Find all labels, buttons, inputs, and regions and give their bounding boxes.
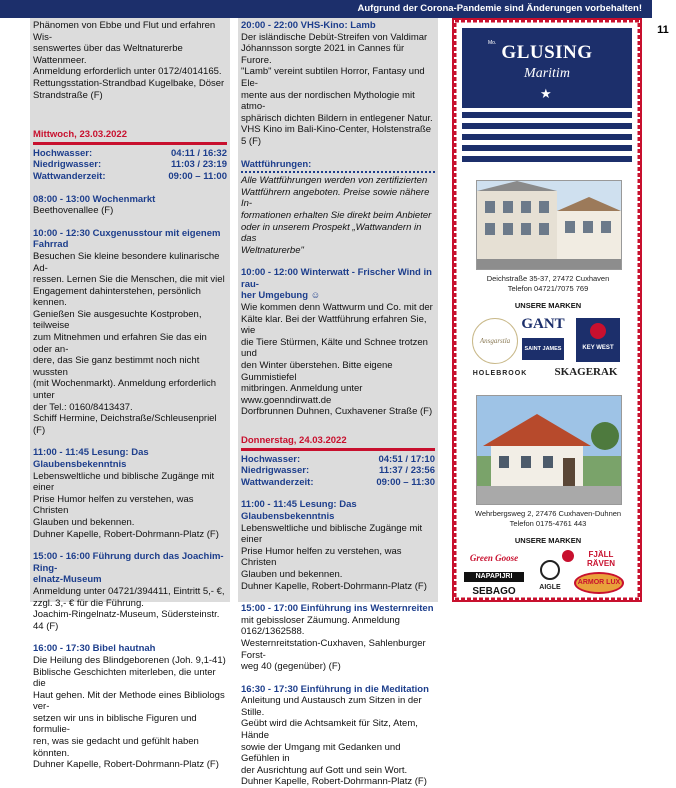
event-text: Wie kommen denn Wattwurm und Co. mit der (241, 302, 433, 314)
event-text: Anmeldung unter 04721/394411, Eintritt 5,- €, (33, 585, 225, 597)
tide-row (33, 148, 227, 160)
event-title: 16:30 - 17:30 Einführung in die Meditation (241, 683, 429, 695)
event-text: dere, das Sie ganz bestimmt noch nicht wussten (33, 355, 200, 378)
event-text: ren, was sie gedacht und gefühlt haben könnten. (33, 736, 199, 759)
spacer (241, 488, 435, 499)
event-title: 10:00 - 12:00 Winterwatt - Frischer Wind in rau- (241, 267, 432, 290)
event-title: 20:00 - 22:00 VHS-Kino: Lamb (241, 20, 376, 31)
event-text: Lebensweltliche und biblische Zugänge mit einer (33, 470, 215, 494)
spacer (33, 436, 227, 447)
event-text: mente aus der nordischen Mythologie mit atmo- (241, 89, 415, 113)
event-block (33, 643, 227, 771)
event-title: 08:00 - 13:00 Wochenmarkt (33, 193, 156, 205)
store2-street: Wehrbergsweg 2, 27476 Cuxhaven-Duhnen (474, 509, 622, 518)
tide-label: Wattwanderzeit: (33, 170, 106, 182)
store-photo-wehrbergsweg (476, 395, 622, 505)
brand-holebrook-logo: HOLEBROOK (472, 370, 528, 377)
intro-text: Strandstraße (F) (33, 89, 103, 101)
navy-stripes (462, 112, 632, 167)
tide-value: 09:00 – 11:30 (376, 476, 435, 488)
event-text: mit gebissloser Zäumung. Anmeldung (241, 614, 400, 626)
event-title: 16:00 - 17:30 Bibel hautnah (33, 643, 156, 655)
event-block (241, 603, 435, 673)
day-header (33, 129, 227, 182)
spacer (241, 256, 435, 267)
logo-small-text: Mo. (488, 40, 497, 46)
event-text: Engagement dahinterstehen, persönlich kennen. (33, 285, 201, 309)
event-text: Westernreitstation-Cuxhaven, Sahlenburger Forst- (241, 637, 426, 661)
event-text: Geübt wird die Achtsamkeit für Sitz, Atem, Hände (241, 718, 418, 742)
event-text: die Tiere Stürmen, Kälte und Schnee trotzen und (241, 336, 428, 360)
event-text: Kälte klar. Bei der Wattführung erfahren Sie, wie (241, 313, 427, 337)
tide-label: Hochwasser: (33, 147, 93, 159)
event-block (241, 20, 435, 148)
tide-label: Hochwasser: (241, 453, 301, 465)
event-text: Haut gehen. Mit der Methode eines Bibliologs ver- (33, 689, 225, 713)
aigle-emblem-icon (540, 560, 560, 580)
event-title: 15:00 - 17:00 Einführung ins Westernreiten (241, 603, 434, 615)
advertisement (452, 18, 642, 602)
events-column-left (30, 18, 230, 771)
spacer (33, 217, 227, 228)
event-block (241, 267, 435, 418)
store1-phone: Telefon 04721/7075 769 (507, 284, 589, 293)
tide-row (241, 477, 435, 489)
brand-gant-logo: GANT (521, 316, 565, 332)
dotted-divider (241, 171, 435, 173)
event-text: (mit Wochenmarkt). Anmeldung erforderlich unter (33, 378, 217, 402)
event-text: Beethovenallee (F) (33, 205, 114, 217)
spacer (241, 592, 435, 603)
event-text: Prise Humor helfen zu verstehen, was Christen (33, 493, 194, 517)
event-text: ressen. Lernen Sie die Menschen, die mit viel (33, 274, 225, 286)
brand-key-west-logo: KEY WEST (582, 345, 614, 351)
star-icon: ★ (540, 86, 552, 101)
store2-phone: Telefon 0175-4761 443 (509, 519, 587, 528)
day-label: Donnerstag, 24.03.2022 (241, 435, 347, 446)
event-text: Anleitung und Austausch zum Sitzen in der Stille. (241, 695, 422, 718)
spacer (241, 673, 435, 684)
store1-address (462, 274, 634, 294)
event-title: 11:00 - 11:45 Lesung: Das Glaubensbekenntnis (241, 499, 357, 522)
event-text: Glauben und bekennen. (241, 568, 343, 580)
brand-green-goose-logo: Green Goose (469, 553, 519, 563)
brand-name: GLUSING (501, 42, 593, 63)
intro-text: Anmeldung erforderlich unter 0172/4014165. (33, 66, 222, 78)
event-text: sphärisch dichten Bildern in entlegener Natur. (241, 112, 433, 124)
brand-key-west-badge (576, 318, 620, 362)
tide-value: 11:37 / 23:56 (379, 465, 435, 477)
event-text: 0162/1362588. (241, 626, 305, 638)
event-text: Prise Humor helfen zu verstehen, was Christen (241, 545, 402, 569)
watt-text: Alle Wattführungen werden von zertifizierten (241, 175, 428, 187)
brand-ansgar-logo: Ansgarstla (472, 318, 518, 364)
tide-row (241, 465, 435, 477)
brand-sub: Maritim (524, 66, 570, 81)
spacer (33, 183, 227, 194)
event-text: VHS Kino im Bali-Kino-Center, Holstenstraße 5 (F) (241, 124, 432, 147)
event-text: Duhner Kapelle, Robert-Dohrmann-Platz (F) (241, 776, 427, 788)
tide-value: 04:11 / 16:32 (171, 147, 227, 159)
watt-text: Weltnaturerbe" (241, 244, 304, 256)
fox-icon (562, 550, 574, 562)
brand-armor-lux-logo: ARMOR LUX (574, 572, 624, 594)
event-title: elnatz-Museum (33, 574, 102, 586)
event-text: Besuchen Sie kleine besondere kulinarische Ad- (33, 250, 220, 274)
spacer (33, 632, 227, 643)
watt-heading: Wattführungen: (241, 158, 312, 170)
events-column-middle (238, 18, 438, 788)
event-text: Joachim-Ringelnatz-Museum, Südersteinstr. 44 (F) (33, 609, 220, 632)
event-text: Duhner Kapelle, Robert-Dohrmann-Platz (F) (33, 528, 219, 540)
event-title: 11:00 - 11:45 Lesung: Das Glaubensbekenntnis (33, 447, 149, 470)
tide-row (33, 171, 227, 183)
event-text: Glauben und bekennen. (33, 516, 135, 528)
tide-label: Niedrigwasser: (33, 159, 102, 171)
brand-sebago-logo: SEBAGO (472, 586, 516, 597)
header-banner (0, 0, 652, 18)
brand-fjallraven-logo: FJÄLL RÄVEN (586, 550, 615, 568)
event-text: den Winter überstehen. Bitte eigene Gummistiefel (241, 360, 393, 383)
page-number: 11 (657, 24, 669, 36)
store-photo-deichstrasse (476, 180, 622, 270)
spacer (33, 540, 227, 551)
spacer (33, 112, 227, 123)
event-block (33, 447, 227, 540)
event-text: Genießen Sie ausgesuchte Kostproben, teilweise (33, 308, 202, 332)
marken2-heading: UNSERE MARKEN (514, 536, 582, 545)
brand-aigle-logo: AIGLE (539, 584, 561, 591)
event-block (33, 194, 227, 217)
event-text: mitbringen. Anmeldung unter www.goenndirwatt.de (241, 383, 363, 406)
event-title: 15:00 - 16:00 Führung durch das Joachim-Ring- (33, 551, 224, 574)
event-text: zzgl. 3,- € für die Führung. (33, 597, 144, 609)
brand-napapijri-logo: NAPAPIJRI (464, 572, 524, 582)
sail-icon (590, 323, 606, 339)
event-text: Jóhannsson sorgte 2021 in Cannes für Furore. (241, 43, 405, 66)
day-divider (241, 448, 435, 451)
event-block (33, 228, 227, 437)
event-text: Schiff Hermine, Deichstraße/Schleusenpriel (F) (33, 413, 217, 436)
event-text: Der isländische Debüt-Streifen von Valdimar (241, 31, 428, 43)
tide-label: Wattwanderzeit: (241, 476, 314, 488)
tide-row (33, 159, 227, 171)
event-text: Duhner Kapelle, Robert-Dohrmann-Platz (F) (241, 580, 427, 592)
spacer (241, 418, 435, 429)
watt-text: formationen erhalten Sie direkt beim Anbieter (241, 209, 432, 221)
event-text: Die Heilung des Blindgeborenen (Joh. 9,1-41) (33, 654, 226, 666)
event-block (33, 551, 227, 632)
event-block (241, 499, 435, 592)
event-text: Biblische Geschichten miterleben, die unter die (33, 666, 216, 690)
tide-label: Niedrigwasser: (241, 465, 310, 477)
brand-saint-james-logo: SAINT JAMES (522, 338, 564, 360)
brand-skagerak-logo: SKAGERAK (554, 366, 618, 378)
day-label: Mittwoch, 23.03.2022 (33, 129, 127, 141)
store1-street: Deichstraße 35-37, 27472 Cuxhaven (486, 274, 610, 283)
watt-text: oder in unserem Prospekt „Wattwandern in das (241, 221, 422, 245)
event-text: der Tel.: 0160/8413437. (33, 401, 133, 413)
event-block (241, 684, 435, 788)
intro-text: senswertes über das Weltnaturerbe Wattenmeer. (33, 43, 183, 66)
event-text: setzen wir uns in biblische Figuren und formulie- (33, 712, 197, 736)
event-title: 10:00 - 12:30 Cuxgenusstour mit eigenem Fahrrad (33, 227, 221, 251)
event-text: weg 40 (gegenüber) (F) (241, 661, 341, 673)
glusing-logo (462, 28, 632, 108)
event-title: her Umgebung ☺ (241, 290, 321, 302)
intro-text: Rettungsstation-Strandbad Kugelbake, Döser (33, 77, 225, 89)
store2-address (462, 509, 634, 529)
tide-row (241, 454, 435, 466)
spacer (33, 101, 227, 112)
marken1-heading: UNSERE MARKEN (514, 301, 582, 310)
event-text: der Ausrichtung auf Gott und sein Wort. (241, 764, 408, 776)
tide-value: 11:03 / 23:19 (171, 159, 227, 171)
event-text: Duhner Kapelle, Robert-Dohrmann-Platz (F) (33, 759, 219, 771)
event-text: zum Mitnehmen und erfahren Sie das ein oder an- (33, 332, 207, 355)
spacer (241, 148, 435, 159)
event-text: Lebensweltliche und biblische Zugänge mit einer (241, 522, 423, 546)
event-text: Dorfbrunnen Duhnen, Cuxhavener Straße (F) (241, 406, 433, 418)
watt-text: Wattführern angeboten. Preise sowie nähere In- (241, 186, 430, 210)
tide-value: 09:00 – 11:00 (168, 170, 227, 182)
event-text: "Lamb" vereint subtilen Horror, Fantasy und Ele- (241, 66, 425, 89)
day-divider (33, 142, 227, 145)
banner-text: Aufgrund der Corona-Pandemie sind Änderungen vorbehalten! (357, 3, 642, 14)
event-text: sowie der Umgang mit Gedanken und Gefühlen in (241, 741, 401, 765)
intro-text: Phänomen von Ebbe und Flut und erfahren Wis- (33, 20, 216, 43)
day-header (241, 435, 435, 488)
tide-value: 04:51 / 17:10 (378, 453, 435, 465)
